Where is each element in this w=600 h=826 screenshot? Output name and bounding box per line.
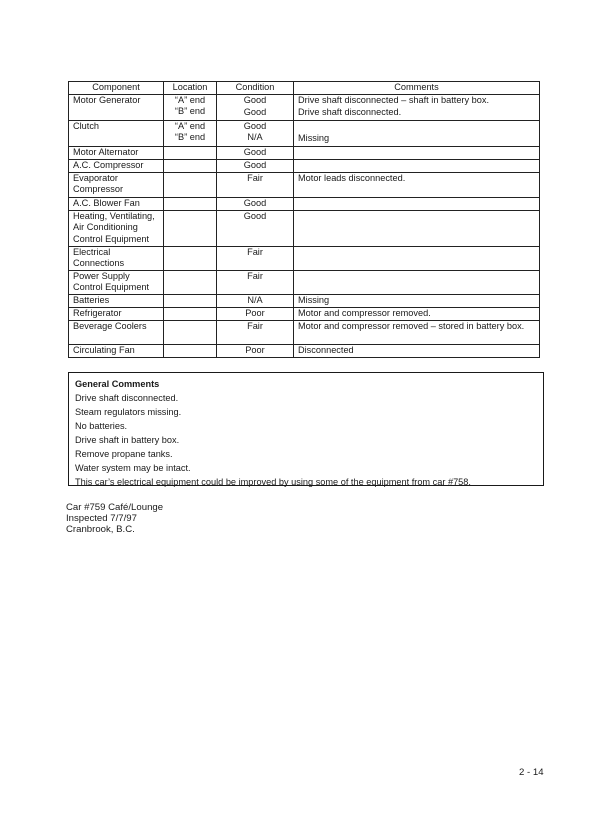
cell-location <box>164 198 217 211</box>
cell-condition: Poor <box>217 308 294 321</box>
cell-condition: Fair <box>217 173 294 198</box>
cell-condition: Good <box>217 211 294 247</box>
condition-value: Good <box>243 107 267 118</box>
header-component: Component <box>69 82 164 95</box>
comment-value: Missing <box>298 133 330 144</box>
table-row <box>69 121 540 147</box>
cell-condition: Fair <box>217 321 294 345</box>
cell-condition: Fair <box>217 271 294 295</box>
cell-component: Circulating Fan <box>69 345 164 358</box>
general-comments-title: General Comments <box>75 379 160 389</box>
location-value: “A” end <box>174 121 206 131</box>
table-row <box>69 321 540 345</box>
cell-location <box>164 271 217 295</box>
cell-comments <box>294 160 540 173</box>
general-comments-box <box>68 372 544 486</box>
cell-component: Refrigerator <box>69 308 164 321</box>
header-comments: Comments <box>294 82 540 95</box>
cell-comments: Disconnected <box>294 345 540 358</box>
page-number: 2 - 14 <box>519 767 544 778</box>
general-comment-item: Drive shaft disconnected. <box>75 393 179 403</box>
cell-location <box>164 211 217 247</box>
cell-location <box>164 247 217 271</box>
cell-condition: Fair <box>217 247 294 271</box>
car-name: Car #759 Café/Lounge <box>66 502 164 513</box>
header-location: Location <box>164 82 217 95</box>
cell-comments: Motor and compressor removed. <box>294 308 540 321</box>
table-row <box>69 271 540 295</box>
cell-location <box>164 121 217 147</box>
cell-component: Motor Generator <box>69 95 164 121</box>
cell-component: Beverage Coolers <box>69 321 164 345</box>
car-info <box>66 502 163 536</box>
cell-comments <box>294 121 540 147</box>
cell-condition: Good <box>217 147 294 160</box>
header-condition: Condition <box>217 82 294 95</box>
condition-value: Good <box>243 95 267 105</box>
cell-location <box>164 160 217 173</box>
table-row <box>69 308 540 321</box>
cell-component: A.C. Blower Fan <box>69 198 164 211</box>
general-comment-item: This car’s electrical equipment could be improved by using some of the equipment from car #758. <box>75 477 471 487</box>
inspection-date: Inspected 7/7/97 <box>66 513 137 525</box>
cell-component: Heating, Ventilating, Air Conditioning Control Equipment <box>69 211 164 247</box>
cell-comments: Motor and compressor removed – stored in battery box. <box>294 321 540 345</box>
table-row <box>69 147 540 160</box>
condition-value: N/A <box>247 132 263 143</box>
cell-component: A.C. Compressor <box>69 160 164 173</box>
comment-value: Drive shaft disconnected – shaft in battery box. <box>298 95 489 105</box>
comment-value: Drive shaft disconnected. <box>298 107 402 118</box>
cell-component: Motor Alternator <box>69 147 164 160</box>
cell-condition: Good <box>217 160 294 173</box>
general-comment-item: Drive shaft in battery box. <box>75 435 180 445</box>
cell-location <box>164 95 217 121</box>
cell-location <box>164 147 217 160</box>
condition-value: Good <box>243 121 267 131</box>
table-row <box>69 295 540 308</box>
table-row <box>69 173 540 198</box>
cell-component: Evaporator Compressor <box>69 173 164 198</box>
table-row <box>69 345 540 358</box>
general-comment-item: Remove propane tanks. <box>75 449 173 459</box>
comment-value <box>298 121 535 132</box>
cell-location <box>164 345 217 358</box>
general-comment-item: Steam regulators missing. <box>75 407 182 417</box>
cell-comments <box>294 211 540 247</box>
cell-location <box>164 321 217 345</box>
table-row <box>69 211 540 247</box>
table-header-row <box>69 82 540 95</box>
cell-component: Clutch <box>69 121 164 147</box>
inspection-table <box>68 81 540 358</box>
cell-condition <box>217 95 294 121</box>
cell-location <box>164 308 217 321</box>
cell-comments <box>294 147 540 160</box>
cell-condition <box>217 121 294 147</box>
cell-location <box>164 295 217 308</box>
location-value: “A” end <box>174 95 206 105</box>
cell-comments <box>294 271 540 295</box>
inspection-location: Cranbrook, B.C. <box>66 524 135 536</box>
location-value: “B” end <box>174 106 206 117</box>
cell-comments <box>294 247 540 271</box>
cell-comments <box>294 198 540 211</box>
cell-component: Electrical Connections <box>69 247 164 271</box>
cell-comments: Motor leads disconnected. <box>294 173 540 198</box>
location-value: “B” end <box>174 132 206 143</box>
general-comment-item: Water system may be intact. <box>75 463 191 473</box>
cell-comments: Missing <box>294 295 540 308</box>
cell-condition: Good <box>217 198 294 211</box>
table-row <box>69 247 540 271</box>
cell-condition: Poor <box>217 345 294 358</box>
cell-location <box>164 173 217 198</box>
general-comment-item: No batteries. <box>75 421 128 431</box>
table-row <box>69 198 540 211</box>
cell-component: Batteries <box>69 295 164 308</box>
cell-condition: N/A <box>217 295 294 308</box>
cell-component: Power Supply Control Equipment <box>69 271 164 295</box>
cell-comments <box>294 95 540 121</box>
table-row <box>69 95 540 121</box>
table-row <box>69 160 540 173</box>
